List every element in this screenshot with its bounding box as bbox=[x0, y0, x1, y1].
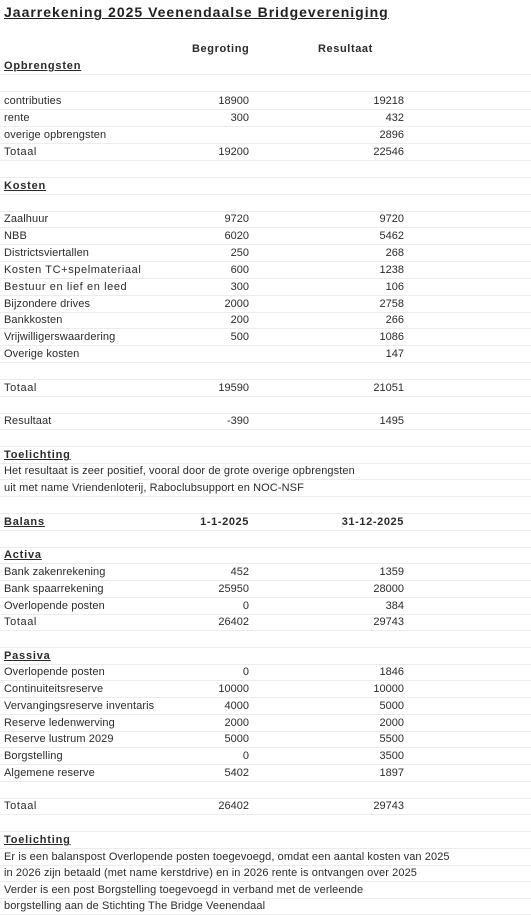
table-row bbox=[0, 765, 531, 782]
row-start-value: 5000 bbox=[224, 733, 249, 745]
note-line bbox=[0, 865, 531, 882]
row-resultaat: 9720 bbox=[379, 213, 404, 225]
table-row bbox=[0, 93, 531, 110]
row-label: overige opbrengsten bbox=[4, 129, 107, 141]
row-start-value: 2000 bbox=[224, 717, 249, 729]
table-row bbox=[0, 312, 531, 329]
row-begroting: 600 bbox=[230, 264, 249, 276]
total-label: Totaal bbox=[4, 616, 37, 628]
row-end-value: 3500 bbox=[379, 750, 404, 762]
total-end-value: 29743 bbox=[373, 616, 404, 628]
section-row bbox=[0, 447, 531, 464]
empty-row bbox=[0, 397, 531, 414]
row-resultaat: 1086 bbox=[379, 331, 404, 343]
empty-row bbox=[0, 430, 531, 447]
row-resultaat: 106 bbox=[385, 281, 404, 293]
row-start-value: 0 bbox=[242, 600, 249, 612]
column-header-row bbox=[0, 41, 531, 58]
empty-row bbox=[0, 75, 531, 92]
row-label: Reserve lustrum 2029 bbox=[4, 733, 114, 745]
row-start-value: 4000 bbox=[224, 700, 249, 712]
total-start-value: 26402 bbox=[218, 616, 249, 628]
row-label: Overige kosten bbox=[4, 348, 80, 360]
row-label: Bank zakenrekening bbox=[4, 566, 106, 578]
balans-header-row bbox=[0, 514, 531, 531]
total-row bbox=[0, 798, 531, 815]
table-row bbox=[0, 329, 531, 346]
total-row bbox=[0, 380, 531, 397]
section-heading-toelichting: Toelichting bbox=[4, 449, 71, 461]
column-header-begroting: Begroting bbox=[192, 43, 250, 55]
note-line bbox=[0, 849, 531, 866]
note-text: borgstelling aan de Stichting The Bridge Veenendaal bbox=[4, 900, 266, 912]
empty-row bbox=[0, 195, 531, 212]
row-resultaat: 268 bbox=[385, 247, 404, 259]
table-row bbox=[0, 127, 531, 144]
row-end-value: 2000 bbox=[379, 717, 404, 729]
table-row bbox=[0, 681, 531, 698]
row-begroting: 18900 bbox=[218, 95, 249, 107]
row-end-value: 10000 bbox=[373, 683, 404, 695]
section-heading-passiva: Passiva bbox=[4, 650, 51, 662]
empty-row bbox=[0, 363, 531, 380]
total-row bbox=[0, 614, 531, 631]
empty-row bbox=[0, 161, 531, 178]
note-line bbox=[0, 480, 531, 497]
row-start-value: 10000 bbox=[218, 683, 249, 695]
row-end-value: 1897 bbox=[379, 767, 404, 779]
row-end-value: 1359 bbox=[379, 566, 404, 578]
row-label: Borgstelling bbox=[4, 750, 63, 762]
note-text: Het resultaat is zeer positief, vooral door de grote overige opbrengsten bbox=[4, 465, 355, 477]
table-row bbox=[0, 715, 531, 732]
row-end-value: 28000 bbox=[373, 583, 404, 595]
row-label: Reserve ledenwerving bbox=[4, 717, 115, 729]
empty-row bbox=[0, 497, 531, 514]
total-begroting: 19200 bbox=[218, 146, 249, 158]
section-heading-kosten: Kosten bbox=[4, 180, 47, 192]
section-row bbox=[0, 648, 531, 665]
row-begroting: 6020 bbox=[224, 230, 249, 242]
total-row bbox=[0, 144, 531, 161]
empty-row bbox=[0, 782, 531, 799]
note-text: in 2026 zijn betaald (met name kerstdrive) en in 2026 rente is ontvangen over 2025 bbox=[4, 867, 418, 879]
section-row bbox=[0, 58, 531, 75]
row-end-value: 5000 bbox=[379, 700, 404, 712]
row-label: Overlopende posten bbox=[4, 600, 105, 612]
table-row bbox=[0, 731, 531, 748]
section-row bbox=[0, 178, 531, 195]
row-end-value: 5500 bbox=[379, 733, 404, 745]
resultaat-begroting: -390 bbox=[226, 415, 249, 427]
table-row bbox=[0, 110, 531, 127]
row-label: Bank spaarrekening bbox=[4, 583, 104, 595]
row-begroting: 500 bbox=[230, 331, 249, 343]
row-label: Bijzondere drives bbox=[4, 298, 91, 310]
table-row bbox=[0, 698, 531, 715]
row-begroting: 300 bbox=[230, 281, 249, 293]
row-resultaat: 266 bbox=[385, 314, 404, 326]
section-heading-toelichting: Toelichting bbox=[4, 834, 71, 846]
row-label: contributies bbox=[4, 95, 62, 107]
resultaat-resultaat: 1495 bbox=[379, 415, 404, 427]
column-header-resultaat: Resultaat bbox=[318, 43, 373, 55]
row-end-value: 384 bbox=[385, 600, 404, 612]
page-title: Jaarrekening 2025 Veenendaalse Bridgevereniging bbox=[4, 4, 389, 20]
total-resultaat: 22546 bbox=[373, 146, 404, 158]
row-start-value: 5402 bbox=[224, 767, 249, 779]
row-begroting: 200 bbox=[230, 314, 249, 326]
row-resultaat: 432 bbox=[385, 112, 404, 124]
table-row bbox=[0, 346, 531, 363]
row-begroting: 2000 bbox=[224, 298, 249, 310]
row-start-value: 0 bbox=[242, 666, 249, 678]
table-row bbox=[0, 296, 531, 313]
section-row bbox=[0, 832, 531, 849]
column-header-end-date: 31-12-2025 bbox=[341, 516, 404, 528]
row-label: Bestuur en lief en leed bbox=[4, 281, 128, 293]
note-line bbox=[0, 463, 531, 480]
total-resultaat: 21051 bbox=[373, 382, 404, 394]
table-row bbox=[0, 245, 531, 262]
row-resultaat: 1238 bbox=[379, 264, 404, 276]
row-begroting: 300 bbox=[230, 112, 249, 124]
total-end-value: 29743 bbox=[373, 800, 404, 812]
section-heading-opbrengsten: Opbrengsten bbox=[4, 60, 82, 72]
row-start-value: 25950 bbox=[218, 583, 249, 595]
row-label: Vrijwilligerswaardering bbox=[4, 331, 116, 343]
row-resultaat: 147 bbox=[385, 348, 404, 360]
row-label: Vervangingsreserve inventaris bbox=[4, 700, 155, 712]
table-row bbox=[0, 581, 531, 598]
empty-row bbox=[0, 631, 531, 648]
total-label: Totaal bbox=[4, 800, 37, 812]
resultaat-row bbox=[0, 413, 531, 430]
row-label: Districtsviertallen bbox=[4, 247, 90, 259]
table-row bbox=[0, 228, 531, 245]
empty-row bbox=[0, 531, 531, 548]
note-line bbox=[0, 882, 531, 899]
row-label: Kosten TC+spelmateriaal bbox=[4, 264, 142, 276]
section-heading-activa: Activa bbox=[4, 549, 42, 561]
row-start-value: 452 bbox=[230, 566, 249, 578]
table-row bbox=[0, 262, 531, 279]
total-start-value: 26402 bbox=[218, 800, 249, 812]
row-resultaat: 2758 bbox=[379, 298, 404, 310]
table-row bbox=[0, 598, 531, 615]
empty-row bbox=[0, 815, 531, 832]
row-begroting: 250 bbox=[230, 247, 249, 259]
total-begroting: 19590 bbox=[218, 382, 249, 394]
total-label: Totaal bbox=[4, 382, 37, 394]
table-row bbox=[0, 211, 531, 228]
section-heading-balans: Balans bbox=[4, 516, 45, 528]
row-resultaat: 5462 bbox=[379, 230, 404, 242]
section-row bbox=[0, 547, 531, 564]
note-text: uit met name Vriendenloterij, Raboclubsupport en NOC-NSF bbox=[4, 482, 304, 494]
row-label: NBB bbox=[4, 230, 27, 242]
row-end-value: 1846 bbox=[379, 666, 404, 678]
row-label: Overlopende posten bbox=[4, 666, 105, 678]
row-resultaat: 19218 bbox=[373, 95, 404, 107]
note-text: Er is een balanspost Overlopende posten toegevoegd, omdat een aantal kosten van 2025 bbox=[4, 851, 450, 863]
table-row bbox=[0, 279, 531, 296]
row-label: rente bbox=[4, 112, 30, 124]
row-label: Continuiteitsreserve bbox=[4, 683, 104, 695]
row-label: Algemene reserve bbox=[4, 767, 95, 779]
row-begroting: 9720 bbox=[224, 213, 249, 225]
resultaat-label: Resultaat bbox=[4, 415, 52, 427]
row-label: Bankkosten bbox=[4, 314, 63, 326]
note-line bbox=[0, 898, 531, 915]
table-row bbox=[0, 664, 531, 681]
note-text: Verder is een post Borgstelling toegevoegd in verband met de verleende bbox=[4, 884, 364, 896]
row-resultaat: 2896 bbox=[379, 129, 404, 141]
row-start-value: 0 bbox=[242, 750, 249, 762]
row-label: Zaalhuur bbox=[4, 213, 49, 225]
column-header-start-date: 1-1-2025 bbox=[200, 516, 249, 528]
table-row bbox=[0, 748, 531, 765]
total-label: Totaal bbox=[4, 146, 37, 158]
table-row bbox=[0, 564, 531, 581]
